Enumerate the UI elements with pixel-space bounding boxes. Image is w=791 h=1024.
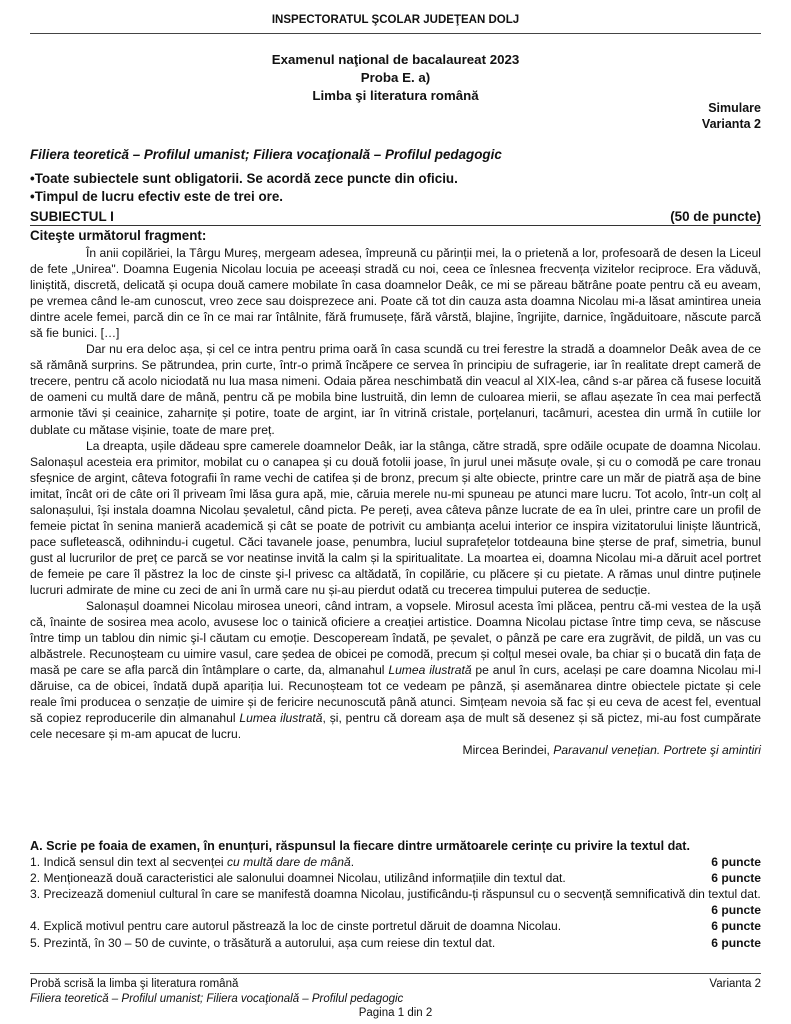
attribution <box>30 742 761 758</box>
paragraph <box>30 598 761 742</box>
text-span: , și, pentru că doream așa de mult să desenez și să pictez, mi-au fost cumpărate cele necesare și m-am apucat de lucru. <box>30 711 761 742</box>
text-span: pe anul în curs, același pe care doamna Nicolau mi-l dăruise, ca de obicei, îndată după apariția lui. Recunoșteam tot ce vedeam pe pânză, și asemănarea dintre obiectele pictate și cele reale îmi producea o senzație de uimire și de fericire necunoscută până atunci. Simțeam nevoia să fac și eu ceva de acest fel, eventual să copiez reproducerile din almanahul <box>30 663 761 726</box>
instruction-item: • Timpul de lucru efectiv este de trei ore. <box>30 188 458 206</box>
task-item <box>30 870 761 886</box>
task-text: 4. Explică motivul pentru care autorul păstrează la loc de cinste portretul dăruit de doamna Nicolau. <box>30 919 562 934</box>
header-divider <box>30 33 761 34</box>
task-points: 6 puncte <box>711 919 761 934</box>
tasks-section <box>30 838 761 951</box>
task-text <box>30 854 354 870</box>
paragraph: La dreapta, ușile dădeau spre camerele doamnelor Deâk, iar la stânga, către stradă, spre odăile ocupate de doamna Nicolau. Salonașul acesteia era primitor, mobilat cu o canapea și cu două fotolii joase, în jurul unei măsuțe ovale, și cu o comodă pe care tronau sfeșnice de argint, câteva fotografii în rame vechi de catifea și de bronz, precum și alte obiecte, printre care un măr de piatră așa de bine imitat, încât ori de câte ori îl priveam îmi lăsa gura apă, mie, căruia merele nu-mi spuneau pe atunci mare lucru. Tot acolo, într-un colț al salonașului, își instala doamna Nicolau șevaletul, când picta. Pe pereți, avea câteva pânze lucrate de ea în ulei, printre care un profil de femeie pictat în senina manieră academică și cât se poate de potrivit cu ambianța acelui interior ce inspira vizitatorului liniște lăuntrică, pace sufletească, odihnindu-i cugetul. Căci tavanele joase, penumbra, luciul suprafețelor totdeauna bine șterse de praf, simetria, bunul gust al lucrurilor de preț ce parcă se vor neatinse invită la calm și la spiritualitate. La moartea ei, doamna Nicolau mi-a dăruit acel portret de femeie pe care îl păstrez la loc de cinste şi-l privesc ca altădată, în copilărie, cu plăcere și cu pietate. A rămas unul dintre puținele lucruri admirate de mine cu zeci de ani în urmă care nu și-au pierdut odată cu trecerea timpului puterea de seducție. <box>30 438 761 597</box>
task-item <box>30 854 761 870</box>
text-span: 1. Indică sensul din text al secvenței <box>30 855 227 870</box>
task-points: 6 puncte <box>711 903 761 918</box>
task-points: 6 puncte <box>711 871 761 886</box>
instruction-item: • Toate subiectele sunt obligatorii. Se acordă zece puncte din oficiu. <box>30 170 458 188</box>
instructions-list <box>30 170 458 206</box>
paragraph: În anii copilăriei, la Târgu Mureș, mergeam adesea, împreună cu părinții mei, la o prietenă a lor, profesoară de desen la Liceul de fete „Unirea". Doamna Eugenia Nicolau locuia pe aceeași stradă cu noi, ceea ce înlesnea frecvența vizitelor reciproce. Era văduvă, liniștită, discretă, delicată și ocupa două camere mobilate în casa doamnelor Deâk, ce mi se păreau bătrâne poate pentru că eu aveam, pe vremea când le-am cunoscut, vreo zece sau doisprezece ani. Poate că tot din cauza asta doamna Nicolau mi-a lăsat amintirea uneia dintre acele femei, parcă din ce în ce mai rar întâlnite, fără frumusețe, fără vârstă, blajine, îngrijite, darnice, îngăduitoare, născute parcă să fie bunici. […] <box>30 246 761 341</box>
work-title: Paravanul venețian. Portrete şi amintiri <box>553 743 761 758</box>
italic-title: Lumea ilustrată <box>239 711 323 726</box>
variant-block <box>702 100 761 132</box>
exam-subject: Limba şi literatura română <box>312 88 479 103</box>
author-name: Mircea Berindei, <box>462 743 554 758</box>
footer-variant: Varianta 2 <box>709 978 761 990</box>
task-text: 2. Menționează două caracteristici ale salonului doamnei Nicolau, utilizând informațiile din textul dat. <box>30 871 566 886</box>
italic-phrase: cu multă dare de mână <box>226 855 351 870</box>
task-item <box>30 918 761 934</box>
page-number: Pagina 1 din 2 <box>358 1007 433 1019</box>
variant-label: Varianta 2 <box>701 117 761 131</box>
task-text: 5. Prezintă, în 30 – 50 de cuvinte, o trăsătură a autorului, așa cum reiese din textul dat. <box>30 935 496 950</box>
exam-title-block <box>30 51 761 105</box>
institution-header: INSPECTORATUL ŞCOLAR JUDEŢEAN DOLJ <box>271 14 520 26</box>
text-span: Salonașul doamnei Nicolau mirosea uneori, când intram, a vopsele. Mirosul acesta îmi plăcea, pentru că-mi vestea de la ușă că, înainte de sosirea mea acolo, avusese loc o tainică oficiere a creației artistice. Doamna Nicolau pictase între timp ceva, se născuse între timp un tablou din nimic şi-l căutam cu emoție. Descopeream îndată, pe șevalet, o pânză pe care era zugrăvit, de pildă, un vas cu albăstrele. Recunoșteam cu uimire vasul, care ședea de obicei pe comodă, precum și colțul mesei ovale, ba chiar și o bucată din fața de masă pe care se afla parcă din întâmplare o carte, da, almanahul <box>30 599 761 678</box>
page-footer <box>30 977 761 1019</box>
read-instruction: Citeşte următorul fragment: <box>30 228 207 243</box>
filiera-line: Filiera teoretică – Profilul umanist; Filiera vocaţională – Profilul pedagogic <box>30 147 502 162</box>
section-heading <box>30 209 761 226</box>
tasks-heading: A. Scrie pe foaia de examen, în enunțuri, răspunsul la fiecare dintre următoarele cerințe cu privire la textul dat. <box>30 839 690 853</box>
task-points: 6 puncte <box>711 855 761 870</box>
paragraph: Dar nu era deloc așa, și cel ce intra pentru prima oară în casa scundă cu trei ferestre la stradă a doamnelor Deâk avea de ce să rămână surprins. Se pătrundea, prin curte, într-o primă încăpere ce servea în principiu de sufragerie, iar în realitate drept cameră de trecere, pentru că acolo niciodată nu lua masa nimeni. Odaia părea neschimbată din veacul al XIX-lea, când s-ar părea că fusese locuită de oameni cu multă dare de mână, pentru că pe mobila bine lustruită, din lemn de culoarea mierii, se aflau așezate în cea mai perfectă armonie tăvi și ceainice, zaharnițe și potire, toate de argint, iar în vitrină cristale, porțelanuri, tacâmuri, acestea din urmă în cutiile lor dublate cu mătase vișinie, toate de mare preț. <box>30 342 761 437</box>
section-title: SUBIECTUL I <box>30 209 114 224</box>
task-item <box>30 886 761 918</box>
literary-fragment <box>30 245 761 759</box>
text-span: . <box>350 855 355 870</box>
footer-filiera: Filiera teoretică – Profilul umanist; Filiera vocaţională – Profilul pedagogic <box>30 992 404 1005</box>
section-points: (50 de puncte) <box>670 209 761 224</box>
task-text: 3. Precizează domeniul cultural în care se manifestă doamna Nicolau, justificându-ți răspunsul cu o secvență semnificativă din textul dat. <box>30 887 761 902</box>
task-points: 6 puncte <box>711 935 761 950</box>
task-item <box>30 935 761 951</box>
italic-title: Lumea ilustrată <box>388 663 472 678</box>
exam-title: Examenul naţional de bacalaureat 2023 <box>271 52 520 67</box>
exam-proba: Proba E. a) <box>360 70 431 85</box>
footer-divider <box>30 973 761 974</box>
simulation-label: Simulare <box>708 101 761 115</box>
footer-exam-name: Probă scrisă la limba şi literatura română <box>30 978 239 990</box>
